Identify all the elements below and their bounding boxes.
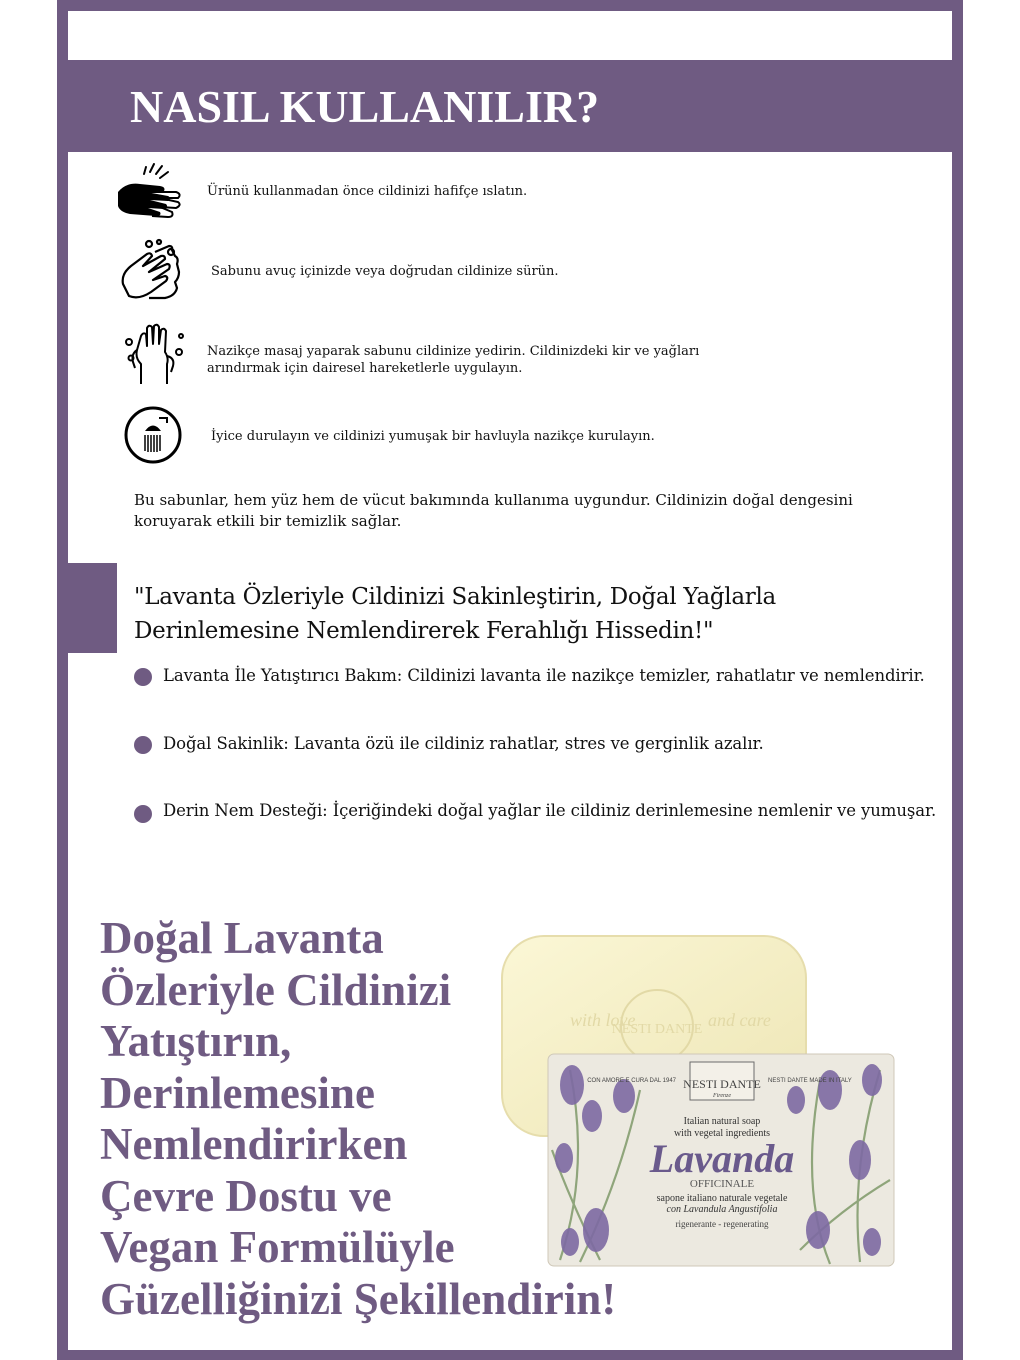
promo-line: Yatıştırın,	[100, 1016, 292, 1066]
promo-line: Çevre Dostu ve	[100, 1170, 392, 1221]
shower-icon	[123, 405, 183, 465]
top-banner-space	[68, 11, 952, 60]
promo-line: Özleriyle Cildinizi	[100, 964, 452, 1015]
product-brand: NESTI DANTE	[683, 1077, 761, 1091]
step-3-text: Nazikçe masaj yaparak sabunu cildinize yedirin. Cildinizdeki kir ve yağları arındırmak için dairesel hareketlerle uygulayın.	[207, 344, 700, 376]
product-right-note: NESTI DANTE MADE IN ITALY	[768, 1078, 852, 1084]
benefit-item	[134, 732, 954, 756]
step-1-text: Ürünü kullanmadan önce cildinizi hafifçe ıslatın.	[207, 184, 528, 199]
highlight-quote: "Lavanta Özleriyle Cildinizi Sakinleştirin, Doğal Yağlarla Derinlemesine Nemlendirerek Ferahlığı Hissedin!"	[134, 584, 776, 644]
step-2-text: Sabunu avuç içinizde veya doğrudan cildinize sürün.	[211, 264, 559, 279]
product-tagline: rigenerante - regenerating	[675, 1219, 769, 1229]
benefit-text: Derin Nem Desteği: İçeriğindeki doğal yağlar ile cildiniz derinlemesine nemlenir ve yumuşar.	[163, 801, 937, 820]
quote-accent-bar	[68, 563, 117, 653]
promo-line: Derinlemesine	[100, 1067, 375, 1118]
bullet-dot	[134, 668, 152, 686]
benefit-item	[134, 799, 954, 823]
usage-paragraph: Bu sabunlar, hem yüz hem de vücut bakımında kullanıma uygundur. Cildinizin doğal dengesini koruyarak etkili bir temizlik sağlar.	[134, 491, 853, 530]
soap-imprint-brand: NESTI DANTE	[611, 1022, 703, 1037]
bullet-dot	[134, 736, 152, 754]
benefit-item	[134, 664, 954, 688]
product-image	[500, 930, 900, 1270]
promo-line: Doğal Lavanta	[100, 913, 384, 963]
bullet-dot	[134, 805, 152, 823]
promo-line: Vegan Formülüyle	[100, 1222, 455, 1272]
product-desc-2: con Lavandula Angustifolia	[666, 1204, 778, 1215]
wet-hands-icon	[116, 162, 186, 220]
section-title: NASIL KULLANILIR?	[130, 81, 600, 132]
product-brand-city: Firenze	[712, 1093, 732, 1099]
soap-imprint-right: and care	[708, 1010, 771, 1030]
massage-hands-icon	[123, 322, 187, 386]
lathering-hands-icon	[119, 238, 183, 302]
promo-line: Güzelliğinizi Şekillendirin!	[100, 1273, 617, 1324]
product-desc-1: sapone italiano naturale vegetale	[656, 1193, 788, 1204]
product-subtitle-2: with vegetal ingredients	[673, 1128, 771, 1139]
benefit-text: Lavanta İle Yatıştırıcı Bakım: Cildinizi lavanta ile nazikçe temizler, rahatlatır ve nemlendirir.	[163, 666, 925, 685]
product-name: Lavanda	[649, 1136, 795, 1181]
product-subtitle-1: Italian natural soap	[683, 1116, 761, 1127]
step-4-text: İyice durulayın ve cildinizi yumuşak bir havluyla nazikçe kurulayın.	[211, 429, 655, 444]
product-variant: OFFICINALE	[689, 1178, 755, 1190]
promo-line: Nemlendirirken	[100, 1119, 408, 1169]
product-left-note: CON AMORE E CURA DAL 1947	[587, 1078, 676, 1084]
benefit-text: Doğal Sakinlik: Lavanta özü ile cildiniz rahatlar, stres ve gerginlik azalır.	[163, 734, 764, 753]
soap-imprint-left: with love	[570, 1010, 636, 1030]
